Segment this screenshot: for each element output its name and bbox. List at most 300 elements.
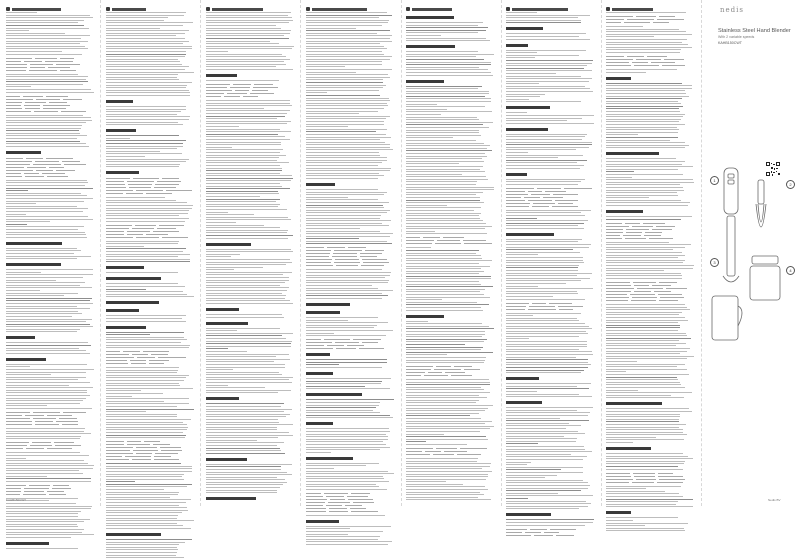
text-line [206,314,282,315]
text-line [406,143,484,144]
text-line [306,64,382,65]
text-line [506,218,537,219]
text-line [6,146,89,147]
text-line [606,453,683,454]
text-line [606,408,689,409]
text-line [306,137,391,138]
text-line [106,12,186,13]
text-line [106,499,191,500]
text-line [406,64,491,65]
text-line [306,197,348,198]
text-line [206,206,278,207]
text-line [306,54,384,55]
text-line [106,202,187,203]
text-line [506,262,584,263]
text-line [306,539,378,540]
text-line [206,56,286,57]
text-line [106,289,146,290]
text-line [506,394,579,395]
text-line [406,392,490,393]
text-line [6,138,77,139]
text-line [6,395,90,396]
spec-table [306,493,394,512]
text-line [606,348,690,349]
text-line [506,112,527,113]
text-line [6,345,91,346]
text-line [506,459,583,460]
section-heading [606,151,694,156]
text-line [6,306,77,307]
text-line [406,22,483,23]
text-line [606,358,687,359]
text-line [106,72,194,73]
text-line [406,352,493,353]
text-line [406,494,484,495]
text-line [406,354,447,355]
text-line [6,277,83,278]
text-line [606,427,679,428]
text-line [606,200,681,201]
text-line [106,135,179,136]
text-line [606,351,687,352]
text-line [506,338,529,339]
text-line [306,170,390,171]
text-line [6,316,72,317]
fold-line [100,0,101,506]
text-line [106,318,182,319]
text-line [406,281,479,282]
text-line [106,414,177,415]
text-line [106,116,190,117]
text-line [306,447,390,448]
text-line [306,51,382,52]
text-line [6,201,84,202]
text-line [406,228,485,229]
text-line [206,28,281,29]
text-line [506,275,577,276]
text-line [506,63,592,64]
text-line [506,296,553,297]
text-line [606,278,682,279]
text-line [606,456,688,457]
text-line [6,519,90,520]
text-line [506,367,588,368]
text-line [206,38,289,39]
text-line [606,390,638,391]
text-line [506,498,528,499]
text-line [306,147,390,148]
text-line [406,98,491,99]
text-line [306,388,390,389]
text-line [6,387,93,388]
text-line [206,385,228,386]
section-heading [506,376,594,381]
text-line [506,101,581,102]
text-line [606,39,687,40]
text-line [506,318,577,319]
text-line [6,377,86,378]
text-line [606,205,688,206]
text-line [306,90,379,91]
text-line [6,92,94,93]
text-line [206,46,294,47]
text-line [106,555,176,556]
text-line [406,297,490,298]
text-line [406,171,485,172]
text-line [206,409,292,410]
text-line [206,41,270,42]
text-line [306,87,383,88]
text-line [6,54,82,55]
text-line [406,323,482,324]
text-line [406,114,441,115]
text-line [106,43,183,44]
text-line [6,248,77,249]
text-line [306,108,384,109]
text-line [306,142,385,143]
text-line [406,278,491,279]
text-line [506,449,585,450]
text-line [6,532,82,533]
text-line [206,25,276,26]
spec-table [406,366,494,376]
text-line [206,351,247,352]
text-line [106,383,179,384]
text-line [506,210,591,211]
text-line [106,20,164,21]
text-line [6,15,90,16]
text-line [506,291,577,292]
text-line [306,134,386,135]
section-heading [206,321,294,326]
text-line [206,348,228,349]
text-line [106,552,177,553]
text-line [406,336,482,337]
text-line [306,69,392,70]
text-line [506,418,560,419]
text-line [606,356,694,357]
text-line [606,488,646,489]
text-line [606,439,684,440]
text-line [106,339,187,340]
text-line [206,142,281,143]
text-line [206,264,286,265]
text-line [206,108,264,109]
text-line [206,251,293,252]
text-line [106,92,190,93]
text-line [606,101,678,102]
text-line [206,295,286,296]
text-line [6,193,81,194]
text-line [606,442,633,443]
text-line [306,178,378,179]
text-line [406,106,485,107]
section-heading [106,265,194,270]
text-line [406,328,494,329]
footer-left-code: KAHB150CWT [6,498,27,502]
text-line [306,223,382,224]
text-line [6,319,92,320]
text-line [106,468,192,469]
text-line [406,486,485,487]
text-line [506,184,578,185]
text-line [606,36,654,37]
text-line [206,338,286,339]
spec-table [106,225,194,238]
text-line [506,372,581,373]
text-line [506,383,591,384]
text-line [206,287,289,288]
text-line [206,110,290,111]
text-line [306,35,392,36]
figure-callout: 4 [786,266,795,275]
section-heading [306,371,394,376]
text-line [106,347,189,348]
text-column-3 [206,6,294,503]
text-line [406,38,486,39]
text-line [506,283,566,284]
text-line [406,218,480,219]
text-line [506,475,557,476]
text-line [6,287,92,288]
text-line [406,476,488,477]
text-line [506,280,581,281]
text-line [206,259,290,260]
text-line [406,247,431,248]
text-line [6,86,31,87]
text-line [106,486,187,487]
text-line [206,155,286,156]
text-line [106,337,184,338]
text-line [506,336,579,337]
text-line [506,299,585,300]
text-line [206,162,289,163]
text-line [206,165,280,166]
text-line [406,339,487,340]
text-line [306,410,373,411]
text-line [206,168,282,169]
text-line [506,118,582,119]
text-line [206,61,284,62]
section-heading [206,307,294,312]
section-heading [506,512,594,517]
section-heading [106,300,194,305]
text-line [506,436,564,437]
text-line [206,183,280,184]
text-line [6,256,91,257]
text-line [206,317,284,318]
product-code: KAHB150CWT [718,41,742,45]
section-heading [206,457,294,462]
text-line [606,187,683,188]
text-line [6,280,56,281]
text-line [106,409,194,410]
text-line [606,364,685,365]
text-line [406,109,447,110]
spec-table [606,223,694,239]
text-line [6,400,83,401]
text-line [206,69,293,70]
text-line [6,473,83,474]
text-line [606,108,679,109]
text-line [106,28,160,29]
text-line [606,242,669,243]
text-line [106,17,168,18]
text-line [306,41,392,42]
text-line [406,258,482,259]
text-line [206,346,291,347]
text-line [6,216,88,217]
text-line [606,252,682,253]
text-line [606,421,679,422]
text-line [206,293,282,294]
text-line [406,231,435,232]
text-line [506,179,585,180]
text-line [6,390,87,391]
text-line [506,149,576,150]
text-line [506,22,581,23]
text-line [206,134,278,135]
text-line [506,357,576,358]
text-line [106,159,189,160]
text-line [106,272,178,273]
text-line [406,302,477,303]
text-line [106,422,183,423]
text-column-7 [606,6,694,533]
text-line [306,243,392,244]
text-line [406,291,480,292]
text-line [506,88,590,89]
text-line [406,268,481,269]
text-line [206,139,290,140]
section-heading [6,262,94,267]
text-line [206,277,289,278]
text-line [606,158,676,159]
text-line [406,200,480,201]
text-line [6,342,88,343]
text-line [306,468,334,469]
text-line [206,364,285,365]
text-line [406,207,481,208]
text-line [406,400,479,401]
text-line [206,180,291,181]
text-line [606,338,691,339]
text-line [506,351,592,352]
text-line [506,370,584,371]
spec-table [206,84,294,97]
text-line [406,189,494,190]
text-line [606,34,692,35]
text-line [6,130,79,131]
text-line [406,174,462,175]
text-line [506,270,578,271]
text-line [406,284,481,285]
text-line [506,472,583,473]
text-line [106,79,179,80]
text-line [306,46,384,47]
text-line [406,62,491,63]
text-line [106,59,178,60]
text-line [306,277,385,278]
text-line [606,384,681,385]
text-line [606,90,685,91]
text-line [106,82,192,83]
text-line [506,212,581,213]
text-line [406,271,484,272]
text-line [306,327,374,328]
text-line [6,229,78,230]
text-line [406,233,487,234]
text-line [306,484,376,485]
text-line [506,94,545,95]
text-line [206,227,280,228]
text-line [206,191,278,192]
text-line [606,26,643,27]
section-heading [206,242,294,247]
text-line [106,64,182,65]
text-line [206,414,290,415]
text-line [506,83,539,84]
text-line [6,74,78,75]
text-line [106,33,185,34]
text-line [106,87,186,88]
text-line [506,168,580,169]
text-line [306,486,379,487]
text-line [606,463,684,464]
text-line [306,33,377,34]
spec-table [106,441,194,460]
text-line [6,232,85,233]
text-line [406,474,488,475]
text-line [306,434,386,435]
text-line [606,461,685,462]
text-line [6,198,93,199]
text-line [6,438,80,439]
footer-right-code: Nedis BV [768,498,781,502]
text-line [506,33,586,34]
text-line [206,12,291,13]
fold-line [300,0,301,506]
spec-table [406,448,494,455]
text-line [306,515,385,516]
text-line [506,12,537,13]
text-line [206,448,280,449]
text-line [406,418,481,419]
text-line [406,137,453,138]
text-line [406,169,480,170]
text-line [306,168,391,169]
text-line [306,149,393,150]
section-heading [306,519,394,524]
text-line [406,88,478,89]
text-line [106,286,185,287]
text-line [306,386,365,387]
text-line [506,420,589,421]
text-line [6,433,91,434]
text-line [206,196,260,197]
text-line [606,124,685,125]
spec-table [606,16,694,23]
text-line [606,275,682,276]
text-line [606,69,677,70]
text-line [406,389,484,390]
text-line [206,356,276,357]
text-line [506,123,594,124]
text-line [306,92,327,93]
text-line [606,327,680,328]
text-line [106,505,179,506]
text-line [206,116,285,117]
